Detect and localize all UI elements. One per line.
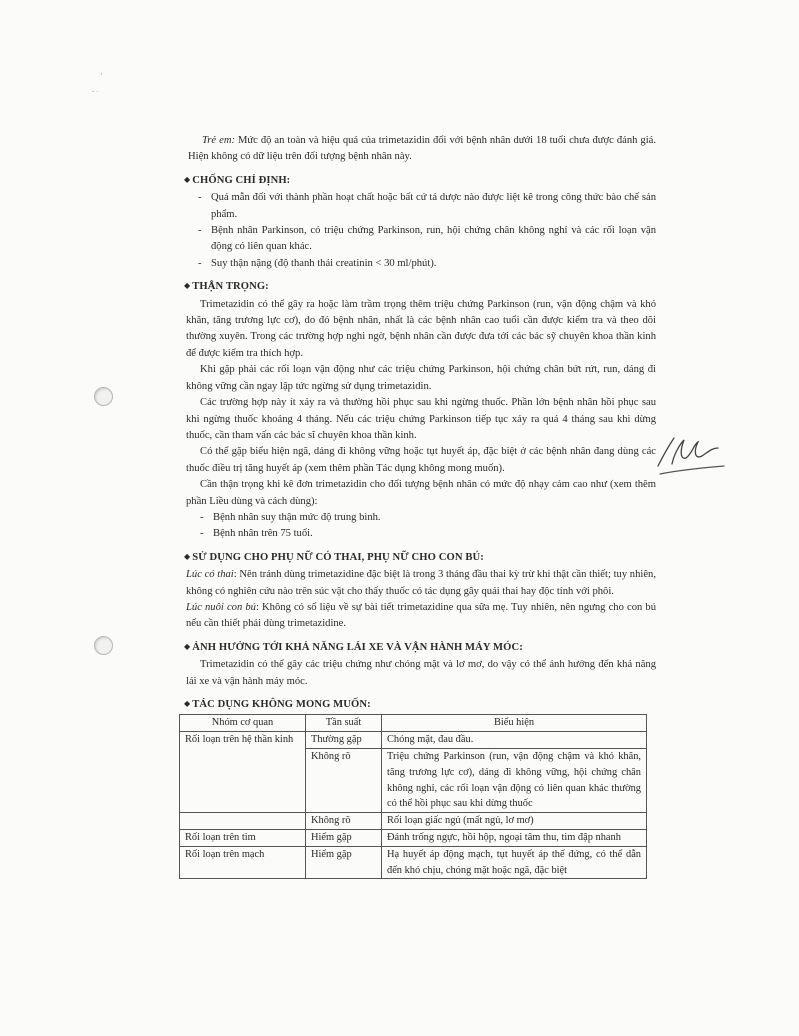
list-item: [200, 510, 656, 526]
table-cell: Triệu chứng Parkinson (run, vận động chậm và khó khăn, tăng trương lực cơ), dáng đi không vững, hội chứng chân không nghỉ, các rối loạn vận động có liên quan khác thường có thể hồi phục sau khi dừng thuốc: [382, 749, 647, 813]
nursing-paragraph: [186, 600, 656, 633]
dash-marker: -: [198, 192, 202, 204]
table-row: [180, 749, 647, 813]
list-item-text: Bệnh nhân suy thận mức độ trung bình.: [213, 511, 381, 523]
driving-title: ẢNH HƯỞNG TỚI KHẢ NĂNG LÁI XE VÀ VẬN HÀNH MÁY MÓC:: [192, 641, 523, 653]
list-item-text: Quá mẫn đối với thành phần hoạt chất hoặc bất cứ tá dược nào được liệt kê trong công thức bào chế sản phẩm.: [211, 192, 656, 220]
table-cell: Rối loạn trên hệ thần kinh: [180, 732, 306, 749]
table-row: [180, 813, 647, 830]
precautions-heading: [184, 278, 656, 295]
precautions-paragraph: Cần thận trọng khi kê đơn trimetazidin cho đối tượng bệnh nhân có mức độ nhạy cảm cao như (xem thêm phần Liều dùng và cách dùng):: [186, 479, 656, 507]
table-cell: Không rõ: [306, 813, 382, 830]
precautions-list: [186, 510, 656, 543]
list-item: [198, 223, 656, 256]
diamond-bullet-icon: ◆: [184, 551, 191, 561]
table-cell: Hiếm gặp: [306, 846, 382, 879]
precautions-paragraph: Các trường hợp này ít xảy ra và thường hồi phục sau khi ngừng thuốc. Phần lớn bệnh nhân hồi phục sau khi ngừng thuốc khoảng 4 tháng. Nếu các triệu chứng Parkinson tiếp tục xảy ra quá 4 tháng sau khi dừng thuốc, cần tham vấn các bác sĩ chuyên khoa thần kinh.: [186, 397, 656, 441]
driving-paragraph: Trimetazidin có thể gây các triệu chứng như chóng mặt và lơ mơ, do vậy có thể ảnh hưởng đến khả năng lái xe và vận hành máy móc.: [186, 659, 656, 687]
table-cell: [180, 749, 306, 813]
punch-hole-top: [94, 387, 113, 406]
document-content: [186, 133, 656, 879]
children-text: Mức độ an toàn và hiệu quả của trimetazidin đối với bệnh nhân dưới 18 tuổi chưa được đánh giá. Hiện không có dữ liệu trên đối tượng bệnh nhân này.: [188, 135, 656, 163]
diamond-bullet-icon: ◆: [184, 699, 191, 708]
table-cell: Rối loạn giấc ngủ (mất ngủ, lơ mơ): [382, 813, 647, 830]
punch-hole-bottom: [94, 636, 113, 655]
diamond-bullet-icon: ◆: [184, 281, 191, 291]
list-item: [200, 526, 656, 542]
column-header: Biểu hiện: [382, 715, 647, 732]
precautions-paragraph: Trimetazidin có thể gây ra hoặc làm trầm trọng thêm triệu chứng Parkinson (run, vận động chậm và khó khăn, tăng trương lực cơ), do đó bệnh nhân, nhất là các bệnh nhân cao tuổi cần được kiểm tra và theo dõi thường xuyên. Trong các trường hợp nghi ngờ, bệnh nhân cần được đưa tới các bác sỹ chuyên khoa thần kinh để được kiểm tra thích hợp.: [186, 298, 656, 359]
pregnancy-title: SỬ DỤNG CHO PHỤ NỮ CÓ THAI, PHỤ NỮ CHO CON BÚ:: [192, 551, 484, 563]
table-cell: Chóng mặt, đau đầu.: [382, 732, 647, 749]
table-row: [180, 846, 647, 879]
contraindications-heading: [184, 172, 656, 189]
adverse-effects-table: [179, 714, 647, 879]
dash-marker: -: [198, 257, 202, 269]
dash-marker: -: [200, 528, 204, 540]
precautions-paragraph: Có thể gặp biểu hiện ngã, dáng đi không vững hoặc tụt huyết áp, đặc biệt ở các bệnh nhân đang dùng các thuốc điều trị tăng huyết áp (xem thêm phần Tác dụng không mong muốn).: [186, 446, 656, 474]
contraindications-list: [186, 190, 656, 272]
table-row: [180, 732, 647, 749]
pregnant-text: : Nên tránh dùng trimetazidine đặc biệt là trong 3 tháng đầu thai kỳ trừ khi thật cần thiết; tuy nhiên, không có nghiên cứu nào trên súc vật cho thấy thuốc có tác dụng gây quái thai hay độc tính với phôi.: [186, 569, 656, 597]
table-header-row: [180, 715, 647, 732]
pregnancy-heading: [184, 549, 656, 566]
adverse-heading: [184, 696, 656, 713]
table-cell: Đánh trống ngực, hồi hộp, ngoại tâm thu, tim đập nhanh: [382, 829, 647, 846]
list-item-text: Bệnh nhân trên 75 tuổi.: [213, 528, 313, 540]
list-item: [198, 190, 656, 223]
pregnancy-paragraph: [186, 567, 656, 600]
adverse-title: TÁC DỤNG KHÔNG MONG MUỐN:: [192, 699, 371, 710]
dash-marker: -: [198, 225, 202, 237]
diamond-bullet-icon: ◆: [184, 174, 191, 184]
nursing-label: Lúc nuôi con bú: [186, 601, 256, 613]
table-cell: Hạ huyết áp động mạch, tụt huyết áp thế đứng, có thể dẫn đến khó chịu, chóng mặt hoặc ngã, đặc biệt: [382, 846, 647, 879]
table-cell: Hiếm gặp: [306, 829, 382, 846]
contraindications-title: CHỐNG CHỈ ĐỊNH:: [192, 174, 291, 186]
table-cell: Rối loạn trên mạch: [180, 846, 306, 879]
scan-artifact: ˇ ˋ: [92, 90, 99, 98]
table-cell: [180, 813, 306, 830]
nursing-text: : Không có số liệu về sự bài tiết trimetazidine qua sữa mẹ. Tuy nhiên, nên ngưng cho con bú nếu cần thiết phải dùng trimetazidine.: [186, 601, 656, 630]
column-header: Tần suất: [306, 715, 382, 732]
adverse-table-wrap: [179, 714, 656, 879]
signature-mark: [650, 430, 730, 480]
scan-artifact: ·: [100, 69, 103, 79]
list-item-text: Suy thận nặng (độ thanh thải creatinin < 30 ml/phút).: [211, 257, 437, 269]
precautions-title: THẬN TRỌNG:: [192, 281, 269, 293]
children-note: [188, 133, 656, 166]
children-label: Trẻ em:: [202, 135, 235, 146]
column-header: Nhóm cơ quan: [180, 715, 306, 732]
list-item: [198, 256, 656, 272]
table-row: [180, 829, 647, 846]
list-item-text: Bệnh nhân Parkinson, có triệu chứng Parkinson, run, hội chứng chân không nghỉ và các rối loạn vận động có liên quan khác.: [211, 225, 656, 253]
dash-marker: -: [200, 511, 204, 523]
table-cell: Rối loạn trên tim: [180, 829, 306, 846]
pregnant-label: Lúc có thai: [186, 569, 234, 581]
precautions-paragraph: Khi gặp phải các rối loạn vận động như các triệu chứng Parkinson, hội chứng chân bứt rứt, run, dáng đi không vững cần ngay lập tức ngừng sử dụng trimetazidin.: [186, 364, 656, 392]
driving-heading: [184, 639, 656, 656]
table-cell: Không rõ: [306, 749, 382, 813]
diamond-bullet-icon: ◆: [184, 641, 191, 651]
table-cell: Thường gặp: [306, 732, 382, 749]
